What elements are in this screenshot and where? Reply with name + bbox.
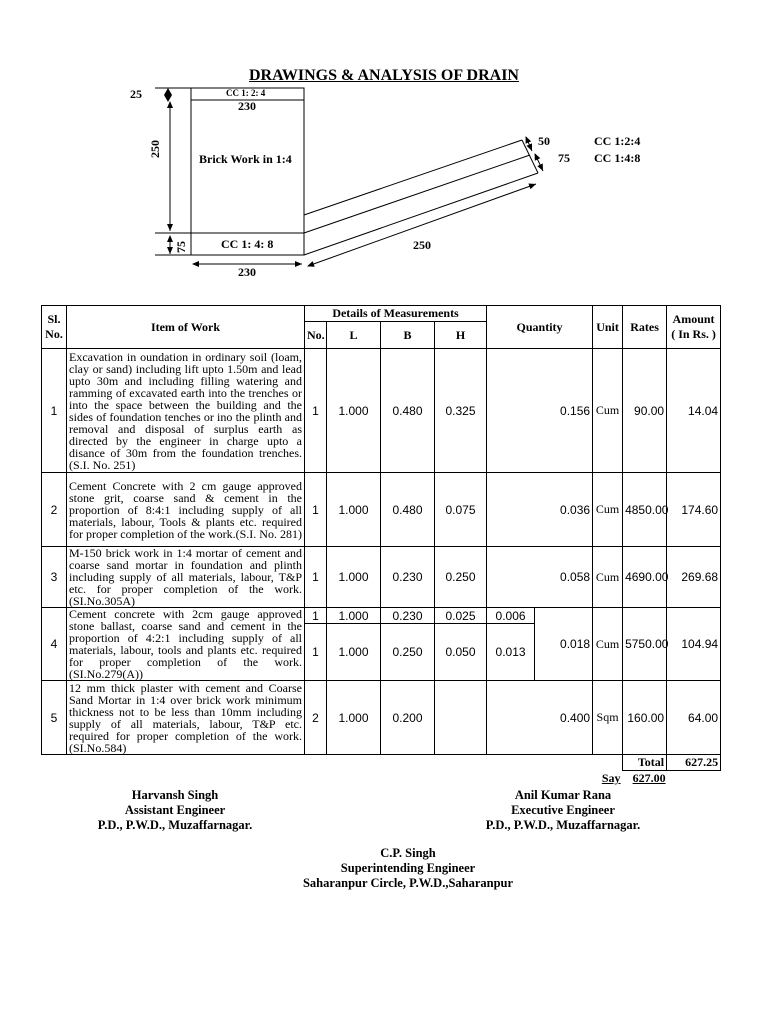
signature-center xyxy=(260,846,556,891)
row-rate: 90.00 xyxy=(623,349,667,473)
say-row xyxy=(42,771,721,787)
cc-side-1-label: CC 1:2:4 xyxy=(594,134,641,148)
dim-25-label: 25 xyxy=(130,87,142,101)
row-b: 0.230 xyxy=(381,547,435,608)
row-b: 0.250 xyxy=(381,624,435,681)
row-b: 0.480 xyxy=(381,473,435,547)
row-quantity: 0.036 xyxy=(487,473,593,547)
row-no: 1 xyxy=(305,624,327,681)
signatory-office: P.D., P.W.D., Muzaffarnagar. xyxy=(97,818,253,832)
row-unit: Cum xyxy=(593,349,623,473)
row-h: 0.325 xyxy=(435,349,487,473)
row-h: 0.025 xyxy=(435,608,487,624)
header-unit: Unit xyxy=(593,306,623,349)
header-rates: Rates xyxy=(623,306,667,349)
row-amount: 14.04 xyxy=(667,349,721,473)
row-sl: 1 xyxy=(42,349,67,473)
row-amount: 64.00 xyxy=(667,681,721,755)
dim-250-slope xyxy=(308,184,536,266)
total-row xyxy=(42,755,721,771)
row-quantity: 0.018 xyxy=(535,608,593,681)
row-amount: 269.68 xyxy=(667,547,721,608)
row-quantity: 0.058 xyxy=(487,547,593,608)
signatory-designation: Executive Engineer xyxy=(511,803,615,817)
dim-50-marker xyxy=(526,137,532,151)
dim-250-horizontal-label: 250 xyxy=(413,238,431,252)
header-b: B xyxy=(381,322,435,349)
header-no: No. xyxy=(305,322,327,349)
row-unit: Cum xyxy=(593,608,623,681)
row-rate: 4850.00 xyxy=(623,473,667,547)
signatory-office: P.D., P.W.D., Muzaffarnagar. xyxy=(485,818,641,832)
signatory-name: Anil Kumar Rana xyxy=(514,788,612,802)
table-row xyxy=(42,608,721,624)
say-label: Say xyxy=(601,771,621,785)
row-l: 1.000 xyxy=(327,547,381,608)
row-sub-quantity: 0.006 xyxy=(487,608,535,624)
row-b: 0.200 xyxy=(381,681,435,755)
table-row xyxy=(42,473,721,547)
cc-top-label: CC 1: 2: 4 xyxy=(226,88,266,98)
row-unit: Sqm xyxy=(593,681,623,755)
cc-side-2-label: CC 1:4:8 xyxy=(594,151,641,165)
dim-50-label: 50 xyxy=(538,134,550,148)
row-rate: 5750.00 xyxy=(623,608,667,681)
row-h: 0.050 xyxy=(435,624,487,681)
row-sl: 5 xyxy=(42,681,67,755)
dim-230-bottom-label: 230 xyxy=(238,265,256,279)
row-sub-quantity: 0.013 xyxy=(487,624,535,681)
row-rate: 160.00 xyxy=(623,681,667,755)
signatory-name: C.P. Singh xyxy=(380,846,436,860)
signature-right xyxy=(458,788,668,833)
signatory-designation: Superintending Engineer xyxy=(340,861,476,875)
dim-75-label: 75 xyxy=(558,151,570,165)
header-item: Item of Work xyxy=(67,306,305,349)
row-no: 1 xyxy=(305,608,327,624)
row-l: 1.000 xyxy=(327,608,381,624)
total-value: 627.25 xyxy=(667,755,721,771)
row-item: Excavation in oundation in ordinary soil (loam, clay or sand) including lift upto 1.50m and lead upto 30m and including filling watering and ramming of excavated earth into the trenches or into the space between the building and the sides of foundation tenches or ino the plinth and removal and disposal of surplus earth as directed by the engineer in charge upto a disance of 30m from the foundation trenches.(S.I. No. 251) xyxy=(67,349,305,473)
row-amount: 174.60 xyxy=(667,473,721,547)
slab-top-edge xyxy=(304,140,522,215)
row-l: 1.000 xyxy=(327,681,381,755)
row-no: 1 xyxy=(305,473,327,547)
row-sl: 2 xyxy=(42,473,67,547)
row-no: 1 xyxy=(305,547,327,608)
row-b: 0.480 xyxy=(381,349,435,473)
header-amount: Amount ( In Rs. ) xyxy=(667,306,721,349)
row-sl: 4 xyxy=(42,608,67,681)
row-no: 1 xyxy=(305,349,327,473)
row-h: 0.250 xyxy=(435,547,487,608)
row-h xyxy=(435,681,487,755)
row-unit: Cum xyxy=(593,473,623,547)
row-amount: 104.94 xyxy=(667,608,721,681)
header-l: L xyxy=(327,322,381,349)
table-row xyxy=(42,547,721,608)
slab-mid-edge xyxy=(304,155,530,233)
page-title-text: DRAWINGS & ANALYSIS OF DRAIN xyxy=(249,67,519,84)
header-details: Details of Measurements xyxy=(305,306,487,322)
header-row-1 xyxy=(42,306,721,322)
signatory-name: Harvansh Singh xyxy=(131,788,219,802)
row-rate: 4690.00 xyxy=(623,547,667,608)
header-sl: Sl. No. xyxy=(42,306,67,349)
table-row xyxy=(42,349,721,473)
cc-bottom-label: CC 1: 4: 8 xyxy=(221,237,274,251)
row-item: Cement Concrete with 2 cm gauge approved stone grit, coarse sand & cement in the proportion of 8:4:1 including supply of all materials, labour, Tools & plants etc. required for proper completion of the work.(S.I. No. 281) xyxy=(67,473,305,547)
row-h: 0.075 xyxy=(435,473,487,547)
estimate-table xyxy=(41,305,721,787)
row-item: M-150 brick work in 1:4 mortar of cement and coarse sand mortar in foundation and plinth including supply of all materials, labour, T&P etc. for proper completion of the work. (SI.No.305A) xyxy=(67,547,305,608)
total-label: Total xyxy=(623,755,667,771)
say-value: 627.00 xyxy=(632,771,666,786)
dim-230-top-label: 230 xyxy=(238,99,256,113)
drain-drawing xyxy=(0,0,768,300)
dim-25-marker xyxy=(164,88,172,102)
brick-work-label: Brick Work in 1:4 xyxy=(199,152,292,166)
row-l: 1.000 xyxy=(327,473,381,547)
signatory-office: Saharanpur Circle, P.W.D.,Saharanpur xyxy=(302,876,514,890)
row-unit: Cum xyxy=(593,547,623,608)
header-quantity: Quantity xyxy=(487,306,593,349)
dim-250-vertical-label: 250 xyxy=(148,140,162,158)
row-item: 12 mm thick plaster with cement and Coarse Sand Mortar in 1:4 over brick work minimum thickness not to be less than 10mm including supply of all materials, labour, T&P etc. required for proper completion of the work. (SI.No.584) xyxy=(67,681,305,755)
row-l: 1.000 xyxy=(327,349,381,473)
header-h: H xyxy=(435,322,487,349)
signatory-designation: Assistant Engineer xyxy=(124,803,226,817)
row-no: 2 xyxy=(305,681,327,755)
row-sl: 3 xyxy=(42,547,67,608)
row-item: Cement concrete with 2cm gauge approved stone ballast, coarse sand and cement in the proportion of 4:2:1 including supply of all materials, labour, tools and plants etc. required for proper completion of the work. (SI.No.279(A)) xyxy=(67,608,305,681)
row-b: 0.230 xyxy=(381,608,435,624)
table-row xyxy=(42,681,721,755)
row-quantity: 0.156 xyxy=(487,349,593,473)
row-quantity: 0.400 xyxy=(487,681,593,755)
row-l: 1.000 xyxy=(327,624,381,681)
dim-75-vertical-label: 75 xyxy=(174,241,188,253)
signature-left xyxy=(60,788,290,833)
